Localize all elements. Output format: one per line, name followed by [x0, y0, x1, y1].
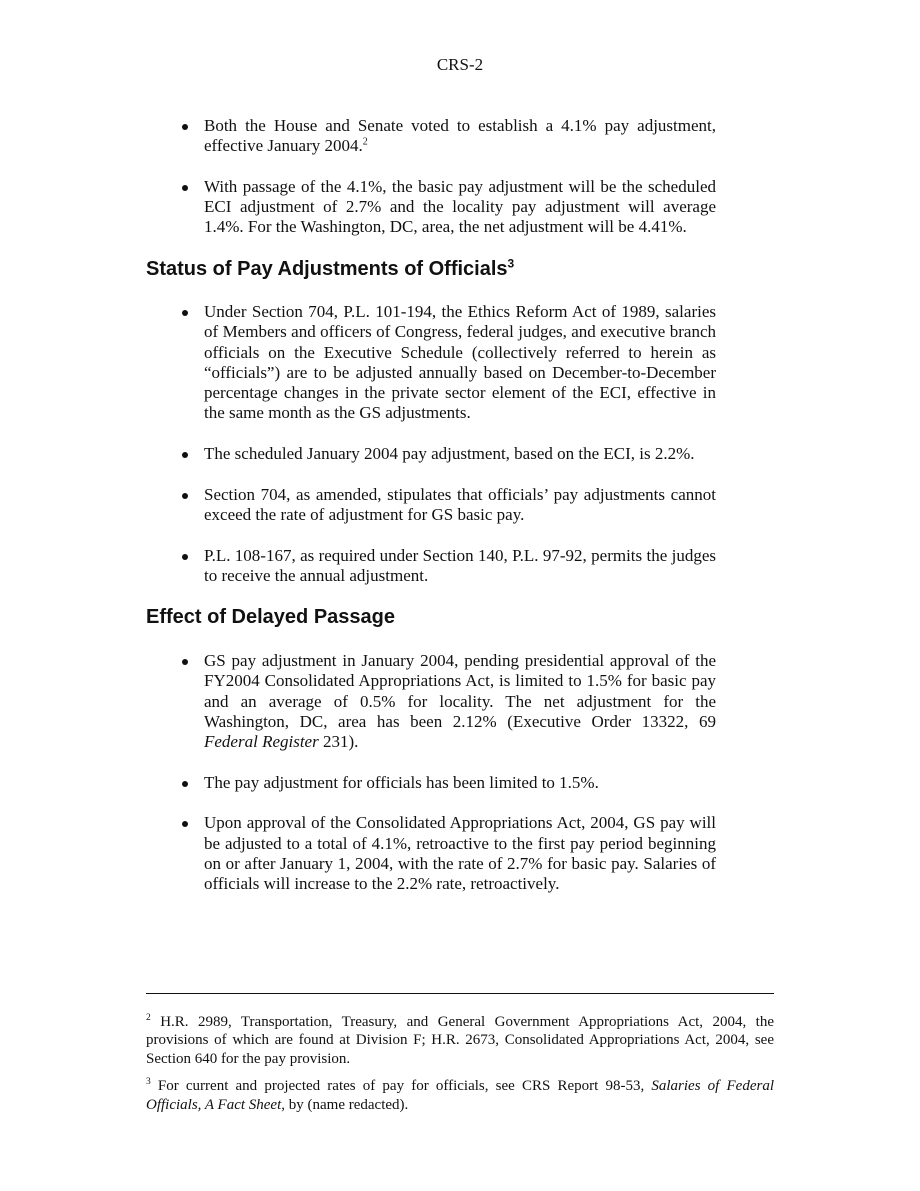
- bullet-text: The scheduled January 2004 pay adjustment, based on the ECI, is 2.2%.: [204, 444, 695, 464]
- section-heading-delayed: [146, 605, 395, 629]
- bullet-icon: [182, 452, 188, 458]
- page-number-label: CRS-2: [436, 55, 484, 74]
- bullet-icon: [182, 659, 188, 665]
- bullet-text-tail: 231).: [318, 732, 359, 752]
- list-item: [180, 485, 716, 526]
- bullet-icon: [182, 185, 188, 191]
- footnote-text-tail: , by (name redacted).: [281, 1096, 409, 1113]
- bullet-text: Under Section 704, P.L. 101-194, the Ethics Reform Act of 1989, salaries of Members and officers of Congress, federal judges, and executive branch officials on the Executive Schedule (collectively referred to herein as “officials”) are to be adjusted annually based on December-to-December percentage changes in the private sector element of the ECI, effective in the same month as the GS adjustments.: [204, 302, 716, 423]
- footnote-number: 2: [146, 1013, 151, 1023]
- bullet-icon: [182, 554, 188, 560]
- list-item: [180, 444, 716, 464]
- footnote-number: 3: [146, 1077, 151, 1088]
- footnote-text: For current and projected rates of pay for officials, see CRS Report 98-53,: [157, 1078, 652, 1095]
- footnote-ref-2[interactable]: 2: [362, 136, 368, 148]
- bullet-text: The pay adjustment for officials has been limited to 1.5%.: [204, 772, 599, 792]
- report-title: Salaries of Federal Officials, A Fact Sheet: [146, 1078, 774, 1113]
- delayed-bullet-list: [180, 651, 716, 895]
- footnote-ref-3[interactable]: 3: [507, 256, 515, 271]
- bullet-text: Section 704, as amended, stipulates that officials’ pay adjustments cannot exceed the rate of adjustment for GS basic pay.: [204, 484, 716, 524]
- section-heading-status: [146, 257, 514, 281]
- heading-text: Effect of Delayed Passage: [146, 606, 395, 628]
- bullet-icon: [182, 124, 188, 130]
- bullet-icon: [182, 821, 188, 827]
- list-item: [180, 813, 716, 894]
- bullet-icon: [182, 781, 188, 787]
- bullet-text: P.L. 108-167, as required under Section 140, P.L. 97-92, permits the judges to receive the annual adjustment.: [204, 545, 716, 585]
- intro-bullet-list: [180, 116, 716, 238]
- list-item: [180, 177, 716, 238]
- list-item: [180, 302, 716, 424]
- bullet-text: Both the House and Senate voted to establish a 4.1% pay adjustment, effective January 2004.: [204, 116, 716, 156]
- bullet-text: With passage of the 4.1%, the basic pay adjustment will be the scheduled ECI adjustment of 2.7% and the locality pay adjustment will average 1.4%. For the Washington, DC, area, the net adjustment will be 4.41%.: [204, 176, 716, 237]
- bullet-icon: [182, 310, 188, 316]
- list-item: [180, 651, 716, 752]
- footnote-text: H.R. 2989, Transportation, Treasury, and General Government Appropriations Act, 2004, the provisions of which are found at Division F; H.R. 2673, Consolidated Appropriations Act, 2004, see Section 640 for the pay provision.: [146, 1014, 775, 1067]
- list-item: [180, 546, 716, 587]
- bullet-text: Upon approval of the Consolidated Appropriations Act, 2004, GS pay will be adjusted to a total of 4.1%, retroactive to the first pay period beginning on or after January 1, 2004, with the rate of 2.7% for basic pay. Salaries of officials will increase to the 2.2% rate, retroactively.: [204, 813, 716, 894]
- publication-title: Federal Register: [204, 732, 319, 752]
- footnotes: [146, 1013, 774, 1123]
- list-item: [180, 773, 716, 793]
- footnote-2: [146, 1013, 774, 1068]
- footnote-divider: [146, 993, 774, 994]
- bullet-icon: [182, 493, 188, 499]
- bullet-text: GS pay adjustment in January 2004, pending presidential approval of the FY2004 Consolidated Appropriations Act, is limited to 1.5% for basic pay and an average of 0.5% for locality. The net adjustment for the Washington, DC, area has been 2.12% (Executive Order 13322, 69: [204, 651, 716, 731]
- footnote-3: [146, 1077, 774, 1114]
- list-item: [180, 116, 716, 157]
- heading-text: Status of Pay Adjustments of Officials: [146, 258, 508, 280]
- status-bullet-list: [180, 302, 716, 586]
